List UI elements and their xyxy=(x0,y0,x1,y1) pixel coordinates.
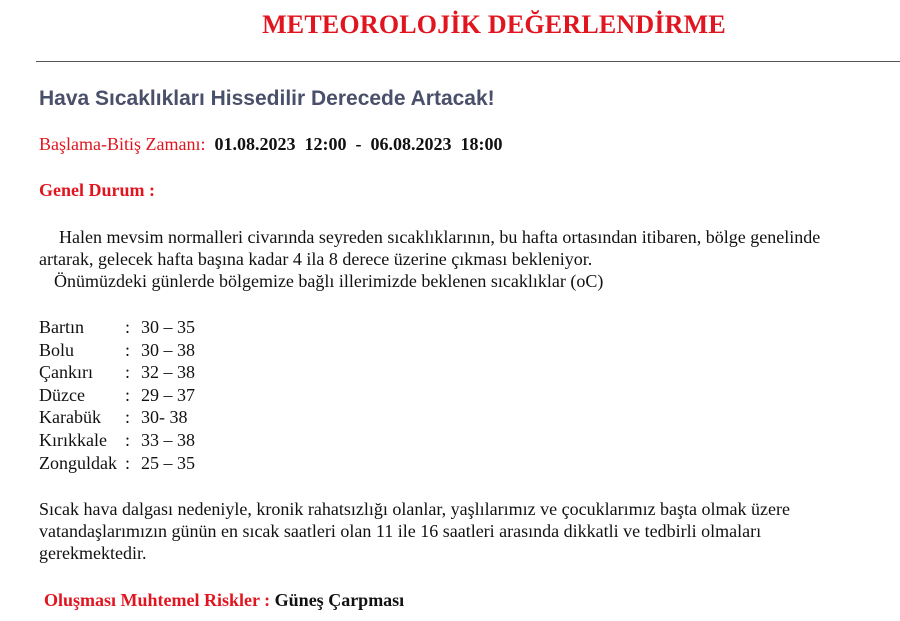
temperature-list xyxy=(39,316,195,474)
city-name: Bartın xyxy=(39,317,84,337)
temperature-range: 32 – 38 xyxy=(141,362,195,383)
temperature-range: 25 – 35 xyxy=(141,452,195,473)
possible-risks xyxy=(44,590,404,611)
general-status-heading: Genel Durum : xyxy=(39,180,155,200)
temperature-row xyxy=(39,429,195,452)
temperature-row xyxy=(39,452,195,475)
temperature-range: 33 – 38 xyxy=(141,429,195,450)
document-title: METEOROLOJİK DEĞERLENDİRME xyxy=(262,10,726,39)
city-name: Bolu xyxy=(39,339,75,360)
advice-paragraph xyxy=(39,498,900,564)
advice-line-3: gerekmektedir. xyxy=(39,543,147,563)
temperature-row xyxy=(39,361,195,384)
title-divider xyxy=(36,61,900,62)
separator: : xyxy=(125,429,131,450)
temperature-row xyxy=(39,339,195,362)
general-line-3: Önümüzdeki günlerde bölgemize bağlı illerimizde beklenen sıcaklıklar (oC) xyxy=(54,271,604,291)
time-span-value: 01.08.2023 12:00 - 06.08.2023 18:00 xyxy=(214,134,503,154)
time-span xyxy=(39,134,502,155)
temperature-range: 30- 38 xyxy=(141,407,188,428)
general-status-paragraph xyxy=(39,226,900,292)
advice-line-2: vatandaşlarımızın günün en sıcak saatleri olan 11 ile 16 saatleri arasında dikkatli ve tedbirli olmaları xyxy=(39,521,762,541)
temperature-range: 29 – 37 xyxy=(141,384,195,405)
temperature-row xyxy=(39,316,195,339)
city-name: Zonguldak xyxy=(39,452,117,473)
general-line-1: Halen mevsim normalleri civarında seyreden sıcaklıklarının, bu hafta ortasından itibaren, bölge genelinde xyxy=(59,227,821,247)
temperature-range: 30 – 35 xyxy=(141,317,195,337)
separator: : xyxy=(125,452,131,473)
time-span-label: Başlama-Bitiş Zamanı: xyxy=(39,134,206,154)
temperature-range: 30 – 38 xyxy=(141,339,195,360)
separator: : xyxy=(125,317,131,337)
separator: : xyxy=(125,384,131,405)
city-name: Çankırı xyxy=(39,362,93,383)
risks-value: Güneş Çarpması xyxy=(274,590,405,610)
separator: : xyxy=(125,407,131,428)
temperature-row xyxy=(39,384,195,407)
city-name: Karabük xyxy=(39,407,101,428)
general-line-2: artarak, gelecek hafta başına kadar 4 ila 8 derece üzerine çıkması bekleniyor. xyxy=(39,249,593,269)
separator: : xyxy=(125,362,131,383)
city-name: Kırıkkale xyxy=(39,429,107,450)
advice-line-1: Sıcak hava dalgası nedeniyle, kronik rahatsızlığı olanlar, yaşlılarımız ve çocuklarımız başta olmak üzere xyxy=(39,499,790,519)
temperature-row xyxy=(39,406,195,429)
headline: Hava Sıcaklıkları Hissedilir Derecede Artacak! xyxy=(39,87,495,110)
separator: : xyxy=(125,339,131,360)
risks-label: Oluşması Muhtemel Riskler : xyxy=(44,590,271,610)
city-name: Düzce xyxy=(39,384,85,405)
